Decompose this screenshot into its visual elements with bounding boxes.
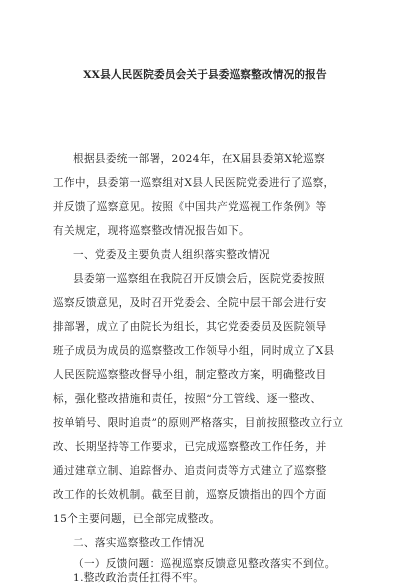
paragraph-line: 改工作的长效机制。截至目前，巡察反馈指出的四个方面 <box>53 489 327 501</box>
section-heading: 二、落实巡察整改工作情况 <box>73 537 205 549</box>
paragraph-line: 根据县委统一部署，2024年，在X届县委第X轮巡察 <box>73 153 326 165</box>
paragraph-line: 标，强化整改措施和责任，按照“分工管线、逐一整改、 <box>53 393 322 405</box>
paragraph-line: 改、长期坚持等工作要求，已完成巡察整改工作任务，并 <box>53 441 327 453</box>
paragraph-line: 15个主要问题，已全部完成整改。 <box>53 513 221 525</box>
paragraph-line: 按单销号、限时追责”的原则严格落实，目前按照整改立行立 <box>53 417 344 429</box>
paragraph-line: 并反馈了巡察意见。按照《中国共产党巡视工作条例》等 <box>53 201 327 213</box>
subsection-heading: （一）反馈问题：巡视巡察反馈意见整改落实不到位。 <box>73 558 336 570</box>
paragraph-line: 工作中，县委第一巡察组对X县人民医院党委进行了巡察， <box>53 177 335 189</box>
paragraph-line: 有关规定，现将巡察整改情况报告如下。 <box>53 225 250 237</box>
paragraph-line: 县委第一巡察组在我院召开反馈会后，医院党委按照 <box>73 273 325 285</box>
paragraph-line: 班子成员为成员的巡察整改工作领导小组，同时成立了X县 <box>53 345 335 357</box>
section-heading: 一、党委及主要负责人组织落实整改情况 <box>73 249 270 261</box>
document-title: XX县人民医院委员会关于县委巡察整改情况的报告 <box>83 69 327 81</box>
item-heading: 1.整改政治责任扛得不牢。 <box>73 572 205 584</box>
paragraph-line: 人民医院巡察整改督导小组，制定整改方案，明确整改目 <box>53 369 327 381</box>
paragraph-line: 排部署，成立了由院长为组长，其它党委委员及医院领导 <box>53 321 327 333</box>
paragraph-line: 巡察反馈意见，及时召开党委会、全院中层干部会进行安 <box>53 297 327 309</box>
paragraph-line: 通过建章立制、追踪督办、追责问责等方式建立了巡察整 <box>53 465 327 477</box>
